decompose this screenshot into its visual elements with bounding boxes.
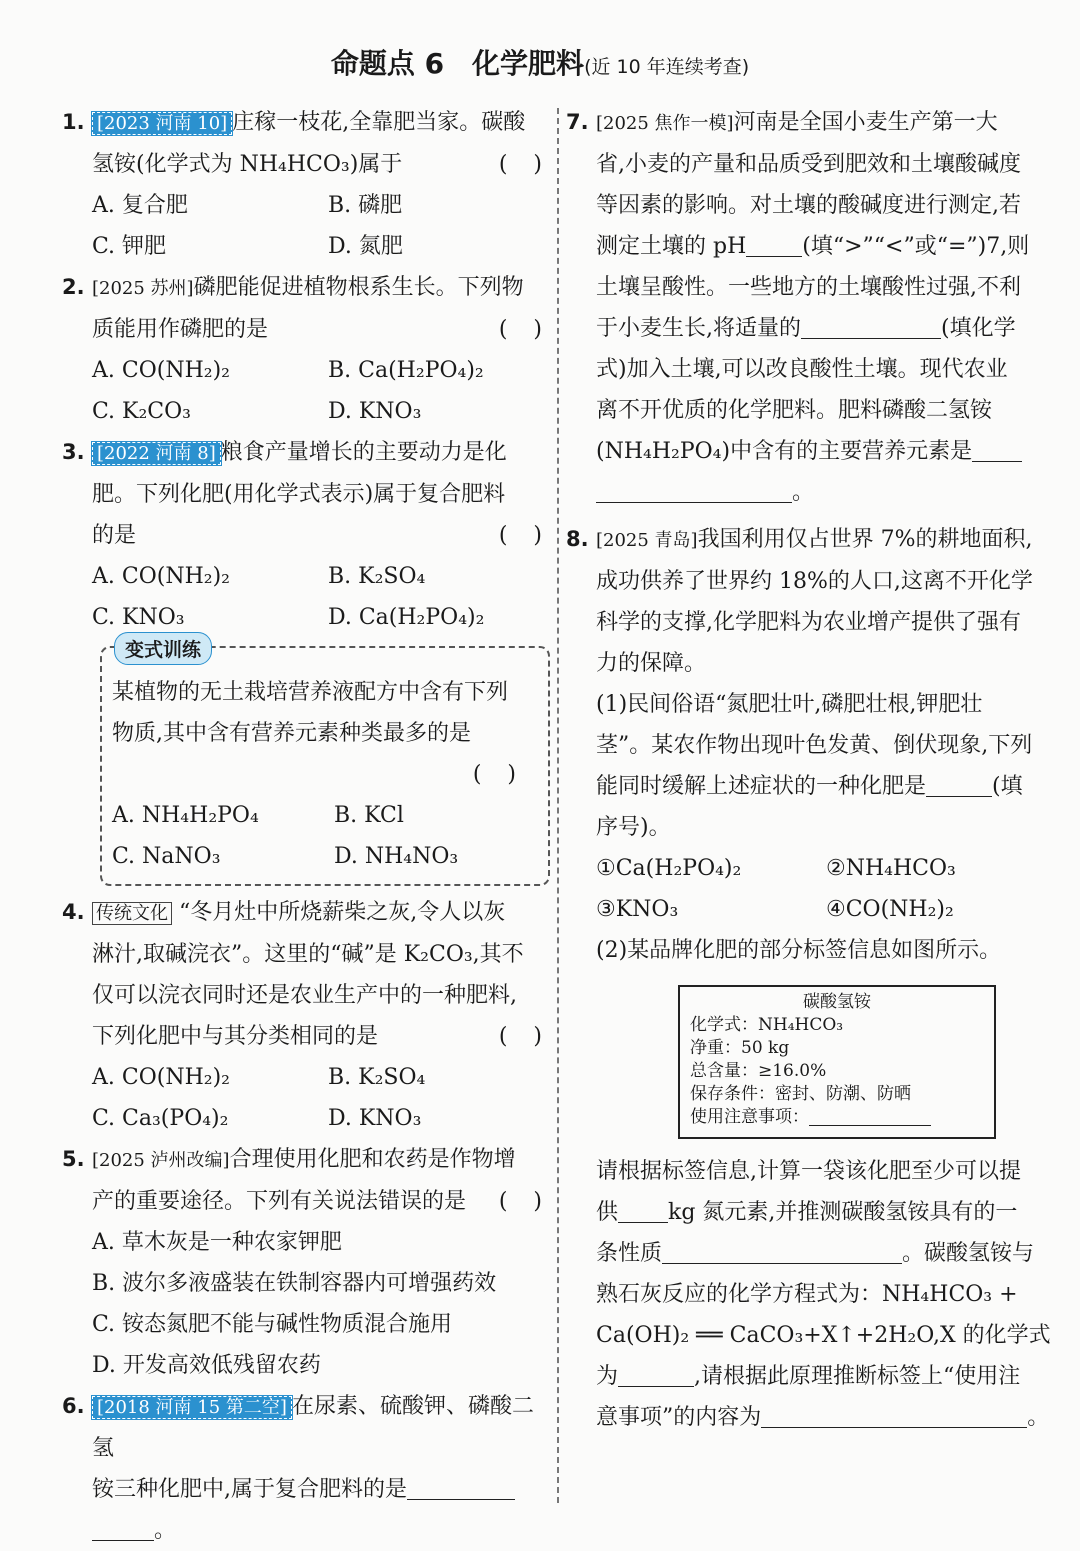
- question-text: (NH₄H₂PO₄)中含有的主要营养元素是: [596, 439, 973, 464]
- question-text: 氢铵(化学式为 NH₄HCO₃)属于: [92, 152, 403, 177]
- options: [92, 350, 548, 432]
- options: [92, 185, 548, 267]
- question-text: 式)加入土壤,可以改良酸性土壤。现代农业: [596, 357, 1008, 382]
- question-text: 庄稼一枝花,全靠肥当家。碳酸: [232, 110, 526, 135]
- source-tag: [2022 河南 8]: [92, 442, 221, 465]
- option-3: ③KNO₃: [596, 897, 679, 922]
- question-text: 。: [792, 480, 815, 505]
- options: [112, 795, 542, 877]
- question-text: 离不开优质的化学肥料。肥料磷酸二氢铵: [596, 398, 993, 423]
- question-text: 在尿素、硫酸钾、磷酸二氢: [92, 1394, 534, 1461]
- option-a: A. CO(NH₂)₂: [92, 358, 230, 383]
- question-text: 土壤呈酸性。一些地方的土壤酸性过强,不利: [596, 275, 1021, 300]
- question-text: 某植物的无土栽培营养液配方中含有下列: [112, 680, 509, 705]
- option-4: ④CO(NH₂)₂: [826, 897, 954, 922]
- variant-label: 变式训练: [114, 632, 212, 665]
- question-7: [566, 102, 1054, 513]
- answer-blank[interactable]: [926, 770, 992, 797]
- source-tag: [2025 青岛]: [596, 530, 698, 551]
- source-tag: [2025 焦作一模]: [596, 113, 734, 134]
- answer-parentheses: (): [472, 762, 542, 787]
- question-text: 供: [596, 1200, 619, 1225]
- section-title: [0, 42, 1080, 82]
- question-text: 等因素的影响。对土壤的酸碱度进行测定,若: [596, 193, 1021, 218]
- label-weight: 净重：50 kg: [690, 1038, 790, 1058]
- answer-blank[interactable]: [761, 1401, 1027, 1428]
- option-2: ②NH₄HCO₃: [826, 856, 956, 881]
- question-text: 物质,其中含有营养元素种类最多的是: [112, 721, 471, 746]
- question-text: 淋汁,取碱浣衣”。这里的“碱”是 K₂CO₃,其不: [92, 942, 524, 967]
- option-d: D. KNO₃: [328, 399, 422, 424]
- question-text: 茎”。某农作物出现叶色发黄、倒伏现象,下列: [596, 733, 1033, 758]
- answer-parentheses: (): [498, 152, 568, 177]
- label-formula: 化学式：NH₄HCO₃: [690, 1015, 844, 1035]
- question-text: kg 氮元素,并推测碳酸氢铵具有的一: [668, 1200, 1018, 1225]
- question-text: 磷肥能促进植物根系生长。下列物: [193, 275, 524, 300]
- question-text: 铵三种化肥中,属于复合肥料的是: [92, 1477, 407, 1502]
- question-text: 肥。下列化肥(用化学式表示)属于复合肥料: [92, 482, 506, 507]
- fertilizer-label: [678, 985, 996, 1139]
- question-text: 仅可以浣衣同时还是农业生产中的一种肥料,: [92, 983, 517, 1008]
- question-text: 产的重要途径。下列有关说法错误的是: [92, 1189, 467, 1214]
- question-text: 省,小麦的产量和品质受到肥效和土壤酸碱度: [596, 152, 1021, 177]
- option-a: A. CO(NH₂)₂: [92, 1065, 230, 1090]
- answer-blank[interactable]: [407, 1473, 515, 1500]
- answer-blank[interactable]: [618, 1360, 694, 1387]
- question-text: (填: [992, 774, 1023, 799]
- option-c: C. Ca₃(PO₄)₂: [92, 1106, 229, 1131]
- question-number: 8.: [566, 527, 589, 551]
- question-text: (1)民间俗语“氮肥壮叶,磷肥壮根,钾肥壮: [596, 692, 983, 717]
- question-number: 5.: [62, 1147, 85, 1171]
- question-number: 2.: [62, 275, 85, 299]
- question-4: [62, 892, 568, 1139]
- label-title: 碳酸氢铵: [803, 992, 871, 1012]
- question-2: [62, 267, 568, 432]
- question-8: [566, 519, 1054, 1438]
- question-number: 4.: [62, 900, 85, 924]
- answer-parentheses: (): [498, 317, 568, 342]
- answer-blank[interactable]: [746, 230, 802, 257]
- label-content: 总含量：≥16.0%: [690, 1061, 827, 1081]
- option-c: C. KNO₃: [92, 605, 185, 630]
- question-text: 于小麦生长,将适量的: [596, 316, 801, 341]
- answer-blank[interactable]: [596, 476, 792, 503]
- left-column: [62, 102, 568, 1551]
- options: [92, 1057, 548, 1139]
- question-text: 。碳酸氢铵与: [902, 1241, 1035, 1266]
- question-text: 粮食产量增长的主要动力是化: [220, 440, 507, 465]
- title-sub: (近 10 年连续考查): [584, 56, 750, 78]
- question-text: 测定土壤的 pH: [596, 234, 747, 259]
- question-text: 序号)。: [596, 815, 671, 840]
- question-text: 成功供养了世界约 18%的人口,这离不开化学: [596, 569, 1033, 594]
- option-1: ①Ca(H₂PO₄)₂: [596, 856, 742, 881]
- answer-blank[interactable]: [801, 312, 941, 339]
- label-storage: 保存条件：密封、防潮、防晒: [690, 1084, 911, 1104]
- options: [92, 556, 548, 638]
- option-c: C. 钾肥: [92, 234, 167, 259]
- option-b: B. 波尔多液盛装在铁制容器内可增强药效: [92, 1271, 497, 1296]
- question-1: [62, 102, 568, 267]
- option-c: C. NaNO₃: [112, 844, 221, 869]
- option-a: A. CO(NH₂)₂: [92, 564, 230, 589]
- option-b: B. K₂SO₄: [328, 1065, 426, 1090]
- answer-parentheses: (): [498, 523, 568, 548]
- question-text: 科学的支撑,化学肥料为农业增产提供了强有: [596, 610, 1021, 635]
- question-text: 请根据标签信息,计算一袋该化肥至少可以提: [596, 1159, 1021, 1184]
- answer-blank[interactable]: [662, 1237, 902, 1264]
- question-text: 河南是全国小麦生产第一大: [733, 110, 998, 135]
- question-number: 7.: [566, 110, 589, 134]
- question-text: 。: [1027, 1405, 1050, 1430]
- question-text: 的是: [92, 523, 137, 548]
- question-text: “冬月灶中所烧薪柴之灰,令人以灰: [179, 900, 506, 925]
- answer-blank[interactable]: [618, 1196, 668, 1223]
- question-text: ,请根据此原理推断标签上“使用注: [694, 1364, 1021, 1389]
- question-text: 合理使用化肥和农药是作物增: [229, 1147, 516, 1172]
- question-6: [62, 1386, 548, 1551]
- source-tag: [2023 河南 10]: [92, 112, 232, 135]
- question-text: 能同时缓解上述症状的一种化肥是: [596, 774, 927, 799]
- question-text: 熟石灰反应的化学方程式为：NH₄HCO₃ +: [596, 1282, 1018, 1307]
- source-tag: [2018 河南 15 第二空]: [92, 1396, 292, 1419]
- source-tag: [2025 泸州改编]: [92, 1150, 230, 1171]
- option-d: D. Ca(H₂PO₄)₂: [328, 605, 485, 630]
- label-notes-blank: [809, 1107, 931, 1126]
- question-text: 质能用作磷肥的是: [92, 317, 269, 342]
- question-number: 1.: [62, 110, 85, 134]
- question-number: 6.: [62, 1394, 85, 1418]
- option-a: A. 复合肥: [92, 193, 188, 218]
- source-tag: [2025 苏州]: [92, 278, 194, 299]
- question-text: 下列化肥中与其分类相同的是: [92, 1024, 379, 1049]
- question-text: 条性质: [596, 1241, 663, 1266]
- question-5: [62, 1139, 568, 1386]
- option-a: A. NH₄H₂PO₄: [112, 803, 259, 828]
- question-number: 3.: [62, 440, 85, 464]
- question-text: (填“>”“<”或“=”)7,则: [802, 234, 1030, 259]
- option-b: B. 磷肥: [328, 193, 403, 218]
- question-text: 为: [596, 1364, 619, 1389]
- option-b: B. Ca(H₂PO₄)₂: [328, 358, 484, 383]
- answer-blank[interactable]: [92, 1514, 154, 1541]
- option-c: C. 铵态氮肥不能与碱性物质混合施用: [92, 1312, 453, 1337]
- answer-parentheses: (): [498, 1024, 568, 1049]
- option-b: B. KCl: [334, 803, 404, 828]
- answer-blank[interactable]: [972, 435, 1022, 462]
- variant-training-box: [100, 639, 550, 886]
- question-text: 。: [154, 1518, 177, 1543]
- source-tag: 传统文化: [92, 902, 172, 925]
- question-text: 我国利用仅占世界 7%的耕地面积,: [697, 527, 1033, 552]
- question-3: [62, 432, 568, 638]
- right-column: [566, 102, 1054, 1438]
- question-text: 意事项”的内容为: [596, 1405, 762, 1430]
- option-b: B. K₂SO₄: [328, 564, 426, 589]
- option-d: D. KNO₃: [328, 1106, 422, 1131]
- option-d: D. NH₄NO₃: [334, 844, 459, 869]
- label-notes: 使用注意事项：: [690, 1107, 809, 1127]
- question-text: Ca(OH)₂ ══ CaCO₃+X↑+2H₂O,X 的化学式: [596, 1323, 1051, 1348]
- answer-parentheses: (): [498, 1189, 568, 1214]
- question-text: 力的保障。: [596, 651, 707, 676]
- option-d: D. 开发高效低残留农药: [92, 1353, 321, 1378]
- question-text: (2)某品牌化肥的部分标签信息如图所示。: [596, 938, 1002, 963]
- option-c: C. K₂CO₃: [92, 399, 191, 424]
- options: [596, 848, 1054, 930]
- option-a: A. 草木灰是一种农家钾肥: [92, 1230, 342, 1255]
- title-main: 命题点 6 化学肥料: [330, 47, 585, 80]
- option-d: D. 氮肥: [328, 234, 403, 259]
- question-text: (填化学: [941, 316, 1016, 341]
